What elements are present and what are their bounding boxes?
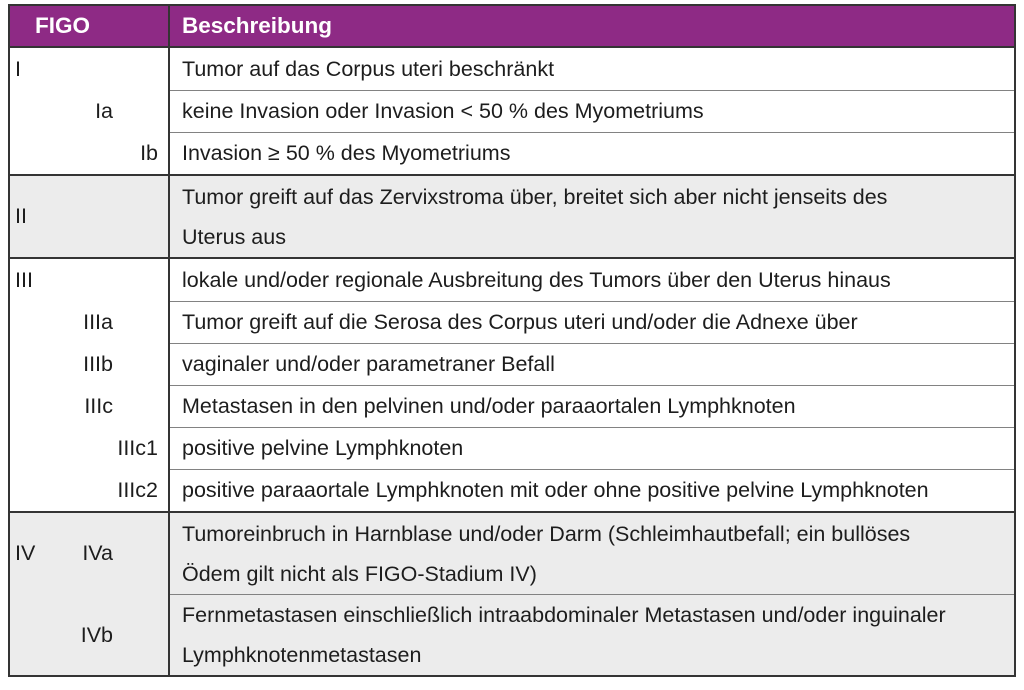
stage-label-Ia — [10, 90, 168, 132]
stage-description-I: Tumor auf das Corpus uteri beschränkt — [182, 56, 555, 81]
description-column — [170, 176, 1014, 257]
stage-label-I — [10, 48, 168, 90]
stage-label-III — [10, 259, 168, 301]
stage-label-IVa — [10, 513, 168, 594]
stage-code: IIIb — [83, 352, 113, 376]
stage-code: IIIa — [83, 310, 113, 334]
stage-code: II — [15, 204, 27, 228]
stage-label-IIIa — [10, 301, 168, 343]
stage-description-Ib: Invasion ≥ 50 % des Myometriums — [170, 132, 1014, 174]
stage-description-IIIa: Tumor greift auf die Serosa des Corpus uteri und/oder die Adnexe über — [170, 301, 1014, 343]
stage-label-II — [10, 176, 168, 257]
stage-code: IVa — [82, 541, 113, 565]
table-header — [10, 6, 1014, 46]
stage-code: III — [15, 267, 33, 292]
figo-staging-table — [8, 4, 1016, 677]
stage-description-IVa: Tumoreinbruch in Harnblase und/oder Darm (Schleimhautbefall; ein bullöses Ödem gilt nicht als FIGO-Stadium IV) — [182, 521, 911, 586]
column-header-figo: FIGO — [10, 6, 170, 46]
description-column — [170, 48, 1014, 174]
stage-group-4 — [10, 511, 1014, 675]
stage-group-1 — [10, 46, 1014, 174]
stage-code: Ib — [140, 141, 158, 165]
figo-label-column — [10, 259, 170, 511]
stage-code: IVb — [80, 622, 113, 647]
figo-label-column — [10, 176, 170, 257]
stage-group-2 — [10, 174, 1014, 257]
stage-code: I — [15, 56, 21, 81]
stage-label-IIIc1 — [10, 427, 168, 469]
description-column — [170, 513, 1014, 675]
description-column — [170, 259, 1014, 511]
figo-label-column — [10, 48, 170, 174]
stage-code: IIIc — [84, 394, 113, 418]
stage-label-IIIc — [10, 385, 168, 427]
figo-label-column — [10, 513, 170, 675]
stage-group-3 — [10, 257, 1014, 511]
stage-description-IIIc2: positive paraaortale Lymphknoten mit oder ohne positive pelvine Lymphknoten — [170, 469, 1014, 511]
stage-code: IV — [15, 541, 36, 565]
stage-description-III: lokale und/oder regionale Ausbreitung des Tumors über den Uterus hinaus — [182, 267, 891, 292]
stage-description-IIIc: Metastasen in den pelvinen und/oder paraaortalen Lymphknoten — [170, 385, 1014, 427]
stage-description-IIIb: vaginaler und/oder parametraner Befall — [170, 343, 1014, 385]
stage-code: Ia — [95, 99, 113, 123]
stage-code: IIIc2 — [117, 478, 158, 502]
stage-label-IIIc2 — [10, 469, 168, 511]
stage-code: IIIc1 — [117, 436, 158, 460]
stage-label-IVb — [10, 594, 168, 675]
column-header-beschreibung: Beschreibung — [182, 13, 333, 38]
stage-description-IVb: Fernmetastasen einschließlich intraabdominaler Metastasen und/oder inguinaler Lymphknotenmetastasen — [170, 594, 1014, 675]
stage-description-IIIc1: positive pelvine Lymphknoten — [170, 427, 1014, 469]
stage-label-IIIb — [10, 343, 168, 385]
stage-description-Ia: keine Invasion oder Invasion < 50 % des Myometriums — [170, 90, 1014, 132]
stage-label-Ib — [10, 132, 168, 174]
stage-description-II: Tumor greift auf das Zervixstroma über, breitet sich aber nicht jenseits des Uterus aus — [182, 184, 888, 249]
